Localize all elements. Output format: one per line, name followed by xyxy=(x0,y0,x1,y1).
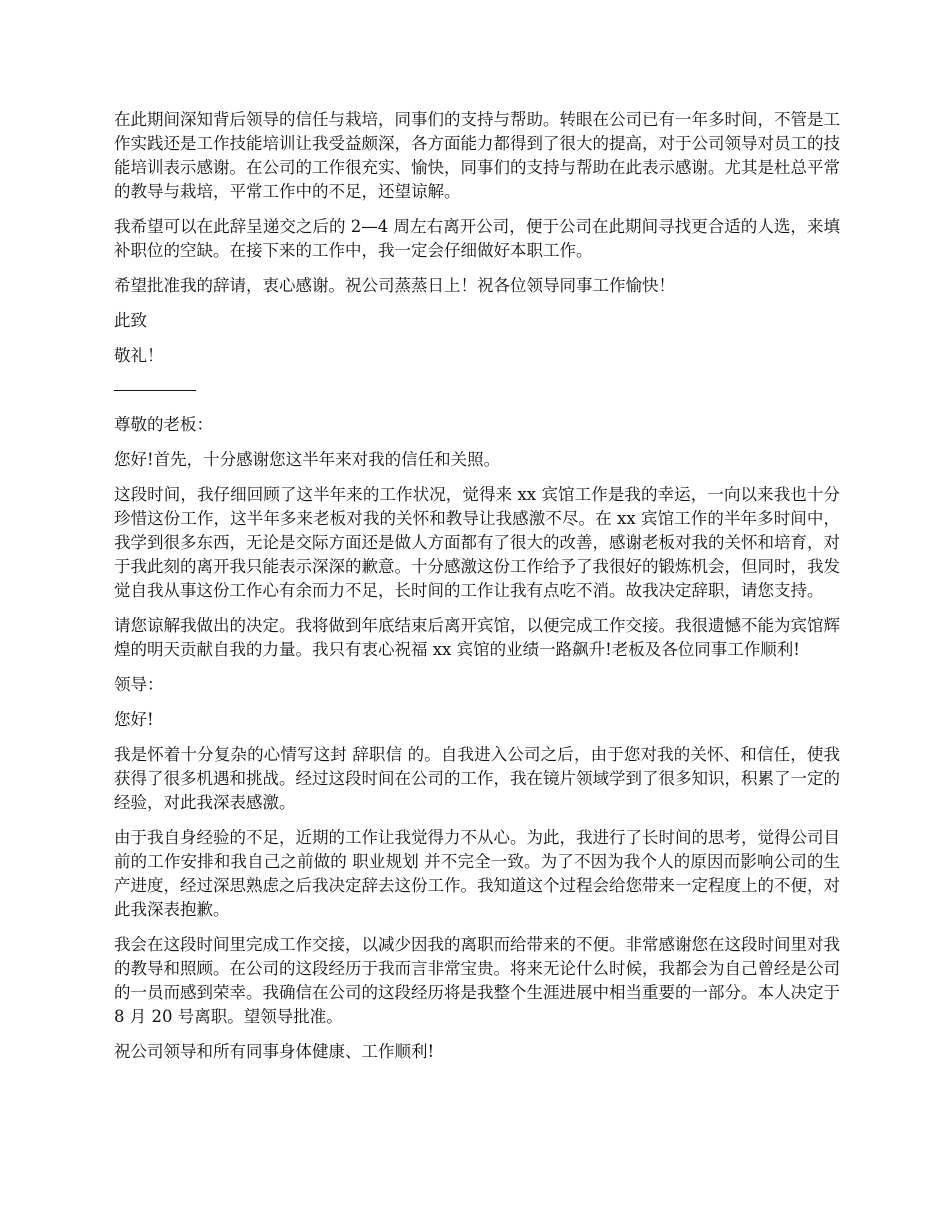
letter-1 xyxy=(114,108,840,368)
paragraph-hotel-review: 这段时间，我仔细回顾了这半年来的工作状况，觉得来 xx 宾馆工作是我的幸运，一向以来我也十分珍惜这份工作，这半年多来老板对我的关怀和教导让我感激不尽。在 xx 宾馆工作的半年多时间中，我学到很多东西，无论是交际方面还是做人方面都有了很大的改善，感谢老板对我的关怀和培育，对于我此刻的离开我只能表示深深的歉意。十分感激这份工作给予了我很好的锻炼机会，但同时，我发觉自我从事这份工作心有余而力不足，长时间的工作让我有点吃不消。故我决定辞职，请您支持。 xyxy=(114,485,840,600)
greeting-boss: 尊敬的老板： xyxy=(114,415,213,434)
greeting-hello: 您好! xyxy=(114,710,154,729)
paragraph-thanks: 您好!首先，十分感谢您这半年来对我的信任和关照。 xyxy=(114,450,501,469)
paragraph-request-approval: 希望批准我的辞请，衷心感谢。祝公司蒸蒸日上！祝各位领导同事工作愉快！ xyxy=(114,276,675,295)
paragraph-wishes: 祝公司领导和所有同事身体健康、工作顺利! xyxy=(114,1042,435,1061)
paragraph-hotel-decision: 请您谅解我做出的决定。我将做到年底结束后离开宾馆，以便完成工作交接。我很遗憾不能为宾馆辉煌的明天贡献自我的力量。我只有衷心祝福 xx 宾馆的业绩一路飙升!老板及各位同事工作顺利! xyxy=(114,616,840,659)
paragraph-handover: 我会在这段时间里完成工作交接，以减少因我的离职而给带来的不便。非常感谢您在这段时间里对我的教导和照顾。在公司的这段经历于我而言非常宝贵。将来无论什么时候，我都会为自己曾经是公司的一员而感到荣幸。我确信在公司的这段经历将是我整个生涯进展中相当重要的一部分。本人决定于 8 月 20 号离职。望领导批准。 xyxy=(114,935,840,1026)
closing-regards: 敬礼！ xyxy=(114,346,164,365)
paragraph-feelings: 我是怀着十分复杂的心情写这封 辞职信 的。自我进入公司之后，由于您对我的关怀、和信任，使我获得了很多机遇和挑战。经过这段时间在公司的工作，我在镜片领域学到了很多知识，积累了一定的经验，对此我深表感激。 xyxy=(114,745,840,812)
paragraph-gratitude: 在此期间深知背后领导的信任与栽培，同事们的支持与帮助。转眼在公司已有一年多时间，不管是工作实践还是工作技能培训让我受益颇深，各方面能力都得到了很大的提高，对于公司领导对员工的技能培训表示感谢。在公司的工作很充实、愉快，同事们的支持与帮助在此表示感谢。尤其是杜总平常的教导与栽培，平常工作中的不足，还望谅解。 xyxy=(114,110,840,201)
section-divider-line xyxy=(114,390,196,391)
letter-2 xyxy=(114,413,840,1064)
paragraph-reason: 由于我自身经验的不足，近期的工作让我觉得力不从心。为此，我进行了长时间的思考，觉得公司目前的工作安排和我自己之前做的 职业规划 并不完全一致。为了不因为我个人的原因而影响公司的生产进度，经过深思熟虑之后我决定辞去这份工作。我知道这个过程会给您带来一定程度上的不便，对此我深表抱歉。 xyxy=(114,828,840,919)
document-body xyxy=(114,108,840,1075)
greeting-leader: 领导： xyxy=(114,675,164,694)
paragraph-departure-timing: 我希望可以在此辞呈递交之后的 2—4 周左右离开公司，便于公司在此期间寻找更合适的人选，来填补职位的空缺。在接下来的工作中，我一定会仔细做好本职工作。 xyxy=(114,217,840,260)
closing-salutation: 此致 xyxy=(114,311,147,330)
